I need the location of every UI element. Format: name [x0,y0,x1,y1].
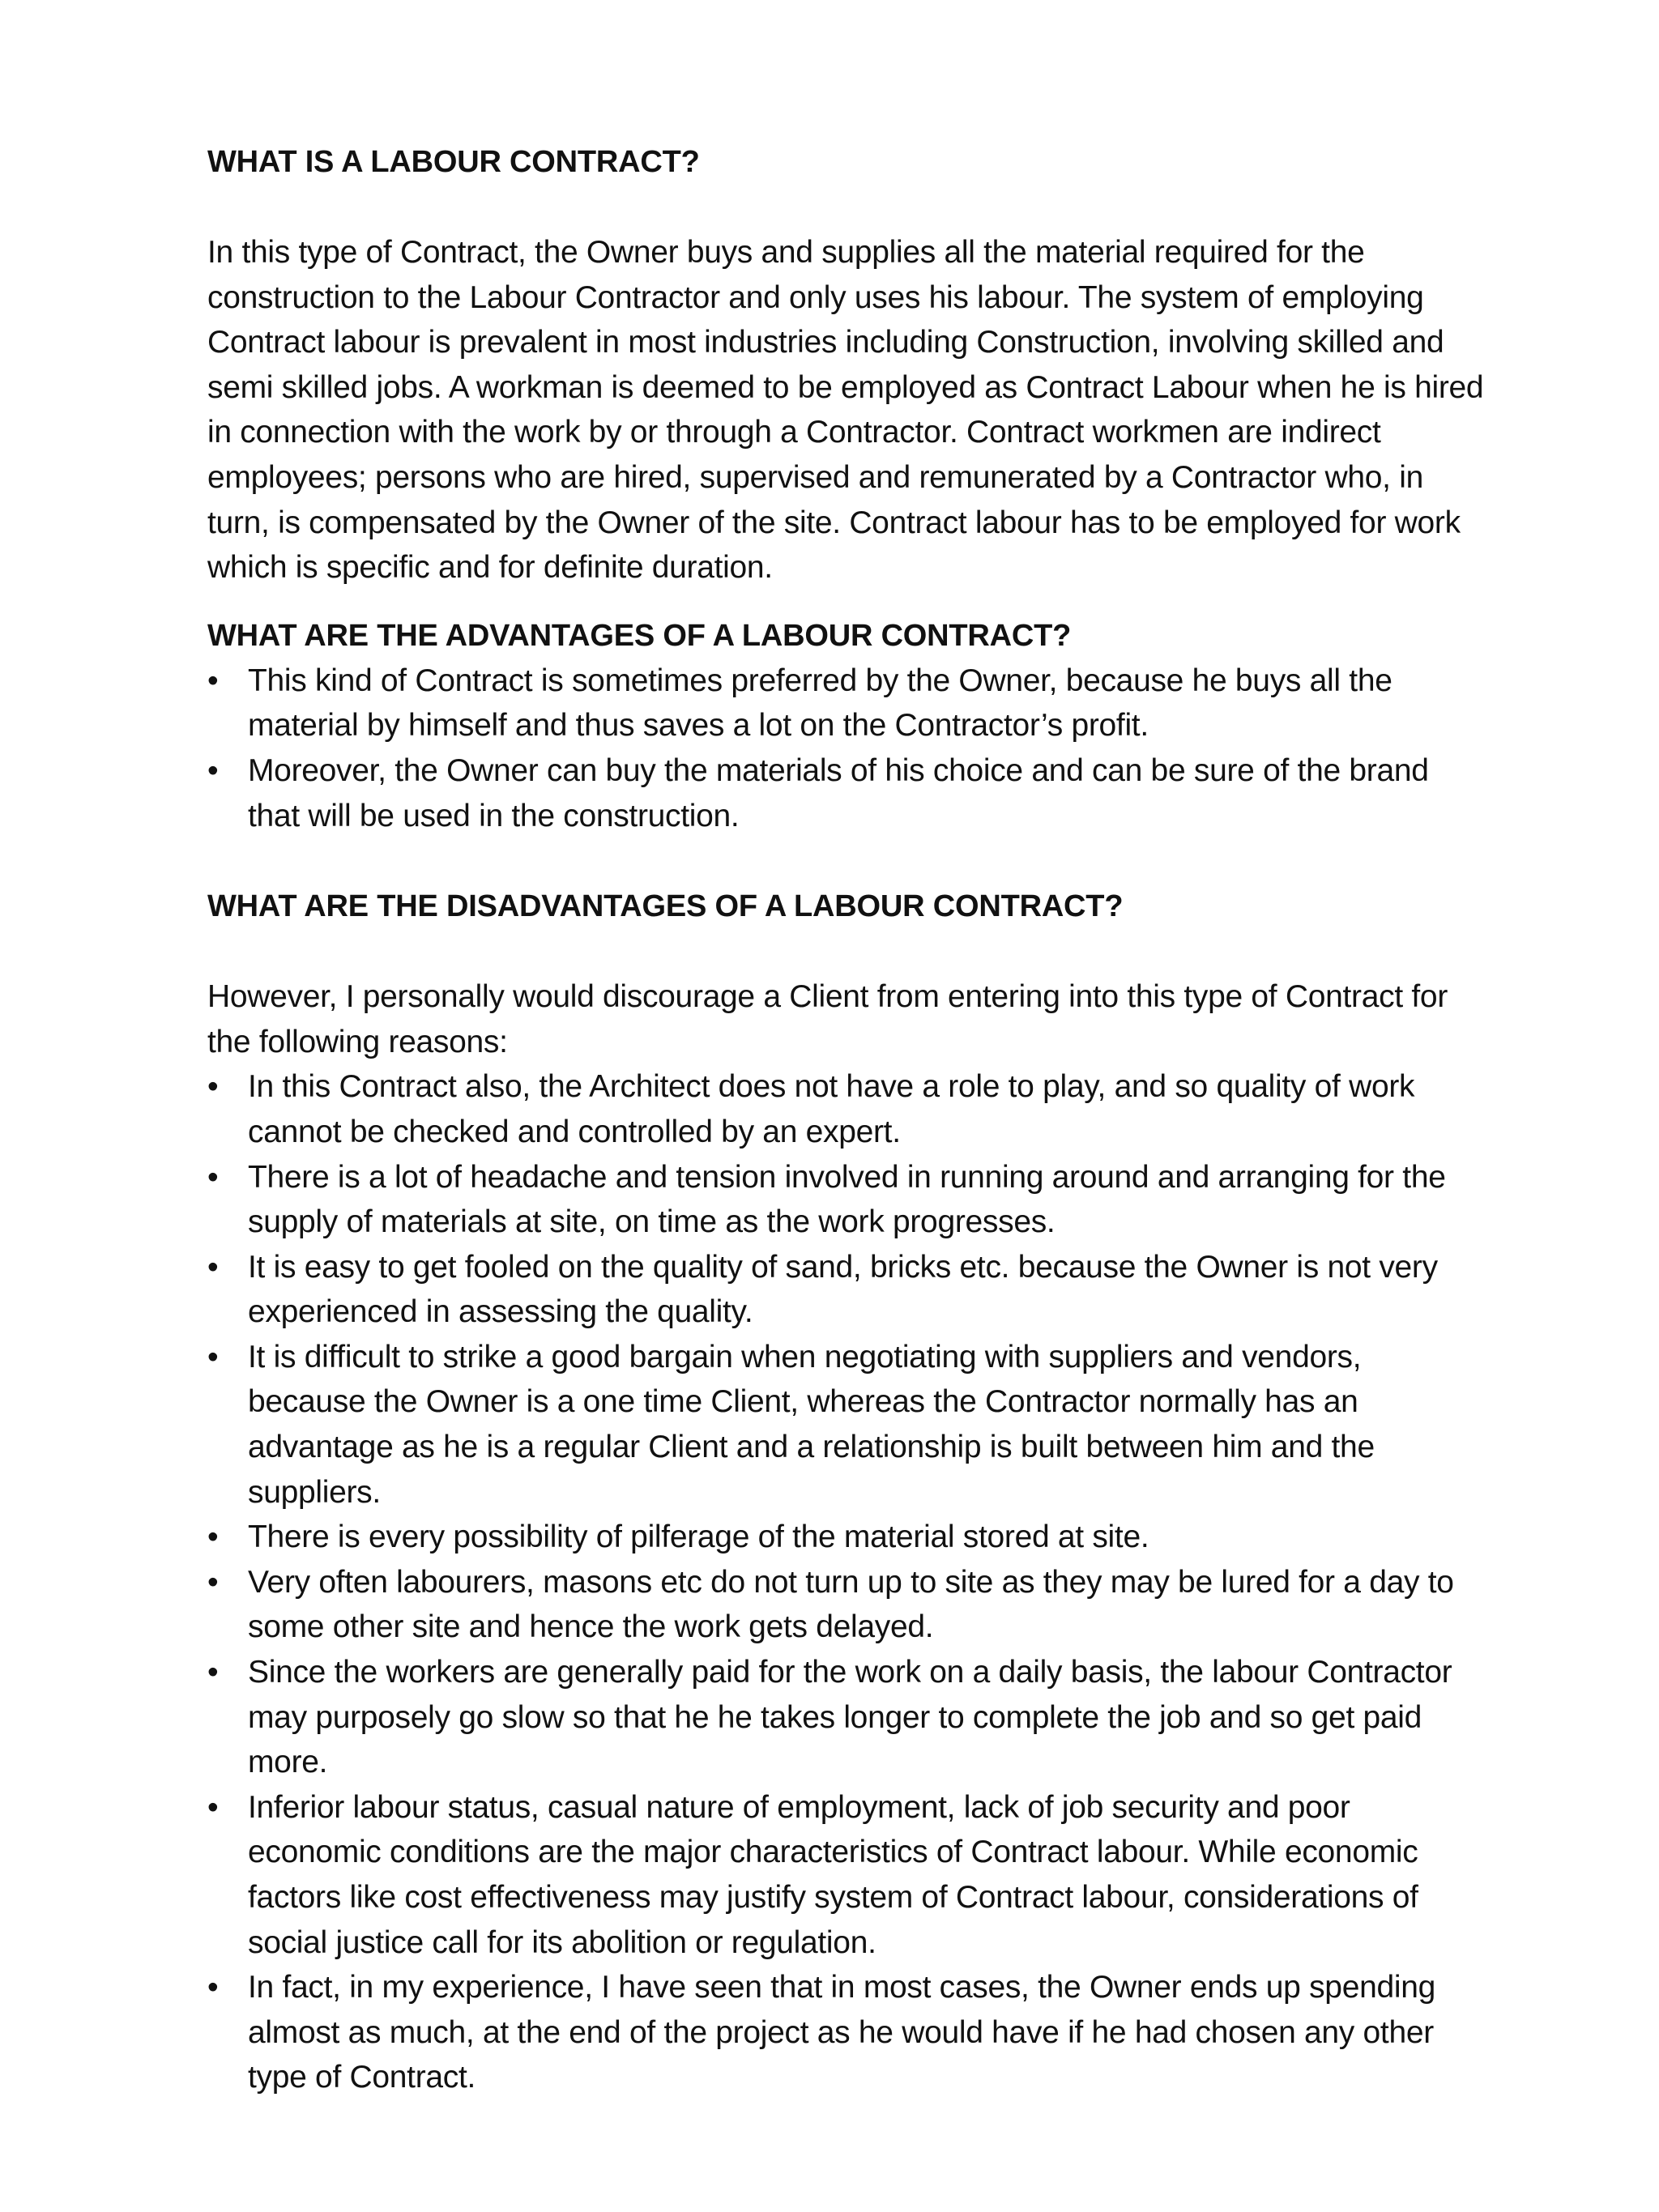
paragraph-what-is: In this type of Contract, the Owner buys and supplies all the material required for the construction to the Labour Contractor and only uses his labour. The system of employing Contract labour is prevalent in most industries including Construction, involving skilled and semi skilled jobs. A workman is deemed to be employed as Contract Labour when he is hired in connection with the work by or through a Contractor. Contract workmen are indirect employees; persons who are hired, supervised and remunerated by a Contractor who, in turn, is compensated by the Owner of the site. Contract labour has to be employed for work which is specific and for definite duration. [207,235,1484,586]
advantages-list [207,658,1487,838]
bullet-icon: • [207,1519,219,1555]
bullet-icon: • [207,1159,219,1195]
list-item: • Very often labourers, masons etc do not turn up to site as they may be lured for a day to some other site and hence the work gets delayed. [207,1560,1487,1650]
list-item: • Inferior labour status, casual nature of employment, lack of job security and poor economic conditions are the major characteristics of Contract labour. While economic factors like cost effectiveness may justify system of Contract labour, considerations of social justice call for its abolition or regulation. [207,1785,1487,1965]
heading-disadvantages: WHAT ARE THE DISADVANTAGES OF A LABOUR CONTRACT? [207,889,1124,924]
document-page [207,139,1487,2100]
bullet-icon: • [207,663,219,698]
list-item: • There is every possibility of pilferage of the material stored at site. [207,1515,1487,1560]
list-item: • This kind of Contract is sometimes preferred by the Owner, because he buys all the material by himself and thus saves a lot on the Contractor’s profit. [207,658,1487,748]
paragraph-disadvantages-intro: However, I personally would discourage a Client from entering into this type of Contract for the following reasons: [207,979,1448,1059]
bullet-icon: • [207,1249,219,1285]
list-item: • Moreover, the Owner can buy the materials of his choice and can be sure of the brand that will be used in the construction. [207,748,1487,838]
list-item: • Since the workers are generally paid for the work on a daily basis, the labour Contractor may purposely go slow so that he he takes longer to complete the job and so get paid more. [207,1650,1487,1785]
heading-advantages: WHAT ARE THE ADVANTAGES OF A LABOUR CONTRACT? [207,618,1072,653]
list-item: • In fact, in my experience, I have seen that in most cases, the Owner ends up spending almost as much, at the end of the project as he would have if he had chosen any other type of Contract. [207,1965,1487,2100]
bullet-icon: • [207,1789,219,1825]
bullet-icon: • [207,1564,219,1600]
bullet-icon: • [207,752,219,788]
list-item: • It is difficult to strike a good bargain when negotiating with suppliers and vendors, because the Owner is a one time Client, whereas the Contractor normally has an advantage as he is a regular Client and a relationship is built between him and the suppliers. [207,1335,1487,1515]
list-item: • It is easy to get fooled on the quality of sand, bricks etc. because the Owner is not very experienced in assessing the quality. [207,1245,1487,1335]
disadvantages-list [207,1064,1487,2100]
list-item: • There is a lot of headache and tension involved in running around and arranging for the supply of materials at site, on time as the work progresses. [207,1155,1487,1245]
heading-what-is: WHAT IS A LABOUR CONTRACT? [207,145,700,179]
bullet-icon: • [207,1655,219,1690]
bullet-icon: • [207,1069,219,1105]
bullet-icon: • [207,1339,219,1375]
bullet-icon: • [207,1970,219,2005]
list-item: • In this Contract also, the Architect does not have a role to play, and so quality of work cannot be checked and controlled by an expert. [207,1064,1487,1154]
